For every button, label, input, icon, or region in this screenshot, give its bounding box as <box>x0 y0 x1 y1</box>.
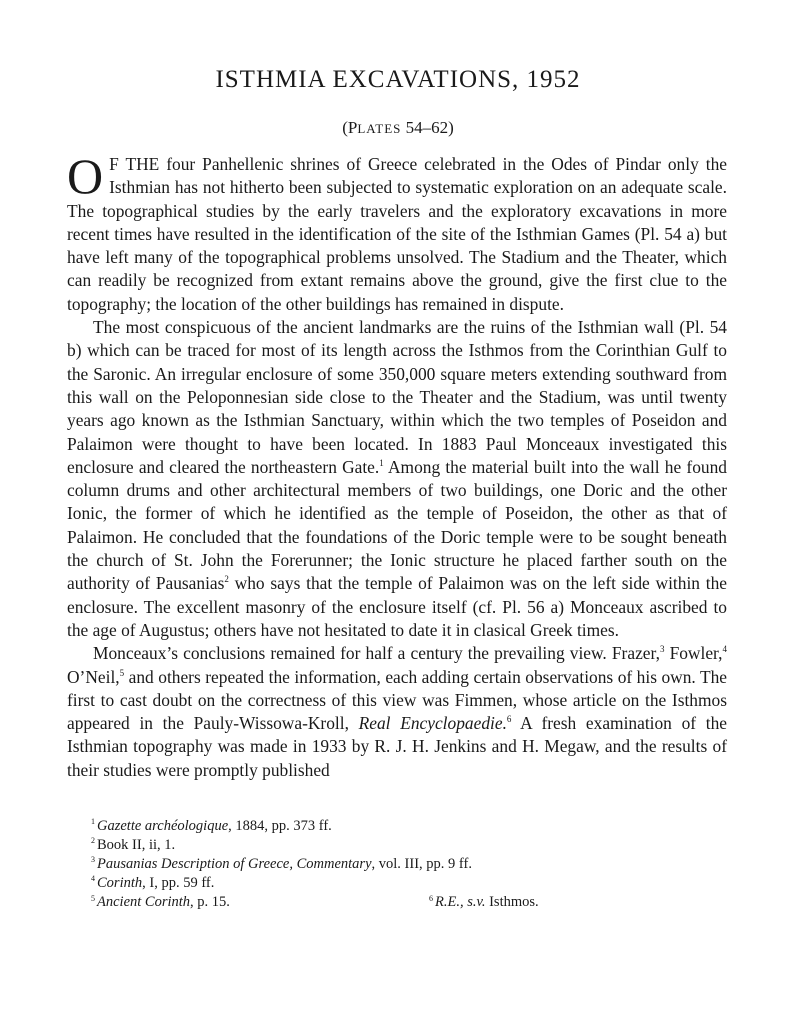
drop-cap: O <box>67 148 104 204</box>
article-title: ISTHMIA EXCAVATIONS, 1952 <box>215 66 581 93</box>
footnote-ref-3: 3 <box>659 644 665 655</box>
footnote-3: $^3$ Pausanias Description of Greece, Commentary, vol. III, pp. 9 ff. <box>91 855 472 873</box>
plates-subtitle: (PLATES 54–62) <box>342 118 454 137</box>
paragraph-1: O F THE four Panhellenic shrines of Greece celebrated in the Odes of Pindar only the Isthmian has not hitherto been subjected to systematic exploration on an adequate scale. The topographical studies by the early travelers and the exploratory excavations in more recent times have resulted in the identification of the site of the Isthmian Games (Pl. 54 a) but have left many of the topographical problems unsolved. The Stadium and the Theater, which can readily be recognized from extant remains above the ground, give the first clue to the topography; the location of the other buildings has remained in dispute. <box>67 148 727 314</box>
paragraph-3: Monceaux’s conclusions remained for half a century the prevailing view. Frazer,$^3$ Fowler,$^4$ O’Neil,$^5$ and others repeated the information, each adding certain observations of his own. The first to cast doubt on the correctness of this view was Fimmen, whose article on the Isthmos appeared in the Pauly-Wissowa-Kroll, Real Encyclopaedie.$^6$ A fresh examination of the Isthmian topography was made in 1933 by R. J. H. Jenkins and H. Megaw, and the results of their studies were promptly published <box>67 643 728 780</box>
footnote-ref-4: 4 <box>722 644 727 655</box>
footnote-ref-2: 2 <box>224 574 229 585</box>
article-body <box>67 148 728 782</box>
footnote-ref-6: 6 <box>506 714 512 725</box>
footnote-ref-5: 5 <box>119 667 125 678</box>
footnote-1: $^1$ Gazette archéologique, 1884, pp. 373 ff. <box>91 817 332 834</box>
footnote-2: $^2$ Book II, ii, 1. <box>91 836 176 854</box>
footnote-ref-1: 1 <box>379 458 384 469</box>
paragraph-2: The most conspicuous of the ancient landmarks are the ruins of the Isthmian wall (Pl. 54 b) which can be traced for most of its length across the Isthmos from the Corinthian Gulf to the Saronic. An irregular enclosure of some 350,000 square meters extending southward from this wall on the Peloponnesian side close to the Theater and the Stadium, was until twenty years ago known as the Isthmian Sanctuary, within which the two temples of Poseidon and Palaimon were thought to have been located. In 1883 Paul Monceaux investigated this enclosure and cleared the northeastern Gate.$^1$ Among the material built into the wall he found column drums and other architectural members of two buildings, one Doric and the other Ionic, the former of which he identified as the temple of Poseidon, the other as that of Palaimon. He concluded that the foundations of the Doric temple were to be sought beneath the church of St. John the Forerunner; the Ionic structure he placed farther south on the authority of Pausanias$^2$ who says that the temple of Palaimon was on the left side within the enclosure. The excellent masonry of the enclosure itself (cf. Pl. 56 a) Monceaux ascribed to the age of Augustus; others have not hesitated to date it in clasical Greek times. <box>67 317 727 640</box>
footnote-5: $^5$ Ancient Corinth, p. 15. <box>91 893 230 911</box>
footnotes <box>91 817 611 912</box>
footnote-4: $^4$ Corinth, I, pp. 59 ff. <box>91 874 215 892</box>
footnote-6: $^6$ R.E., s.v. Isthmos. <box>429 893 539 911</box>
